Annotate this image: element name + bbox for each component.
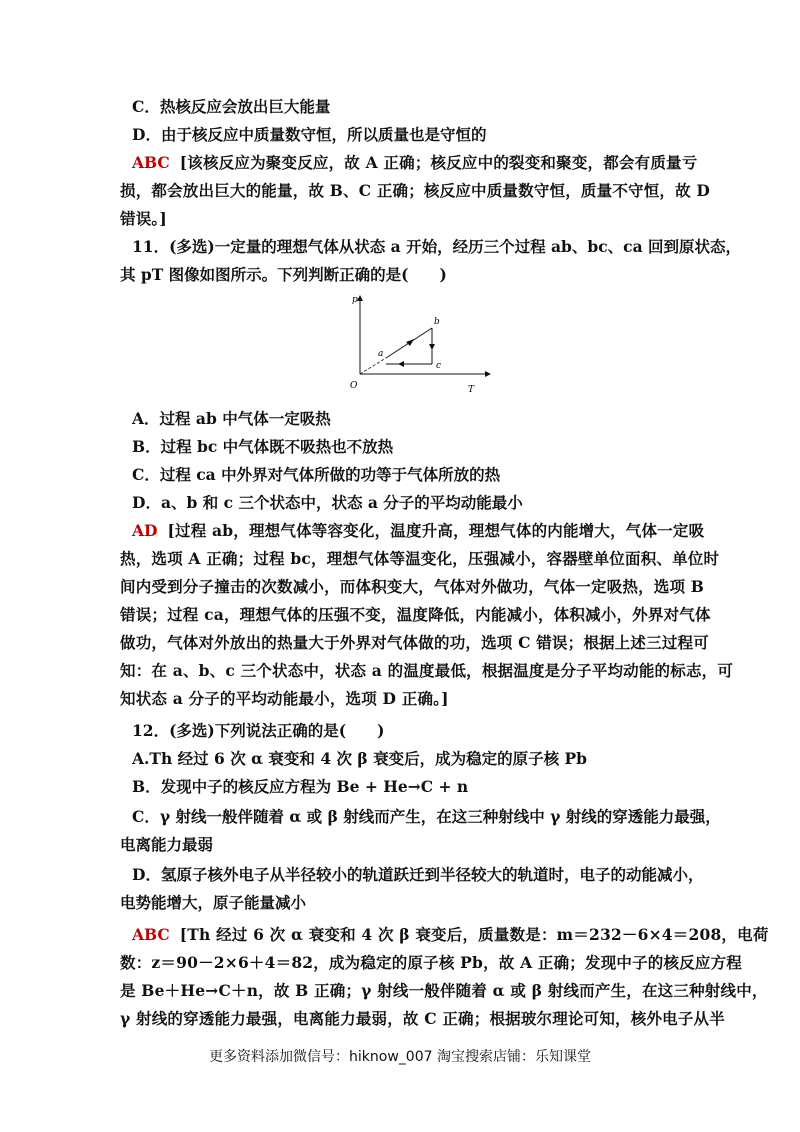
option-c-q12-line2: 电离能力最弱 bbox=[120, 835, 214, 854]
arrow-bc-icon bbox=[429, 344, 435, 350]
explanation-q12-line4: γ 射线的穿透能力最强，电离能力最弱，故 C 正确；根据玻尔理论可知，核外电子从半 bbox=[120, 1009, 725, 1028]
explanation-q12-line2: 数：z＝90－2×6＋4＝82，成为稳定的原子核 Pb，故 A 正确；发现中子的核反应方程 bbox=[120, 953, 742, 972]
footer-note: 更多资料添加微信号：hiknow_007 淘宝搜索店铺：乐知课堂 bbox=[209, 1049, 591, 1065]
arrow-ca-icon bbox=[398, 361, 404, 367]
explanation-q12-line3: 是 Be＋He→C＋n，故 B 正确；γ 射线一般伴随着 α 或 β 射线而产生，在这三种射线中， bbox=[120, 981, 768, 1000]
explanation-q10-line3: 错误。] bbox=[120, 209, 167, 228]
explanation-q11-line5: 做功，气体对外放出的热量大于外界对气体做的功，选项 C 错误；根据上述三过程可 bbox=[120, 633, 709, 652]
explanation-text: [该核反应为聚变反应，故 A 正确；核反应中的裂变和聚变，都会有质量亏 bbox=[179, 153, 698, 172]
option-a-q12: A.Th 经过 6 次 α 衰变和 4 次 β 衰变后，成为稳定的原子核 Pb bbox=[132, 749, 587, 768]
origin-label: O bbox=[350, 381, 358, 391]
answer-q12: ABC bbox=[132, 925, 170, 944]
option-c-q11: C．过程 ca 中外界对气体所做的功等于气体所放的热 bbox=[132, 465, 501, 484]
answer-q11: AD bbox=[132, 521, 158, 540]
option-b-q11: B．过程 bc 中气体既不吸热也不放热 bbox=[132, 437, 394, 456]
explanation-q11-line2: 热，选项 A 正确；过程 bc，理想气体等温变化，压强减小，容器壁单位面积、单位时 bbox=[120, 549, 720, 568]
point-c-label: c bbox=[436, 361, 442, 371]
arrow-ab-icon bbox=[406, 339, 414, 346]
dashed-extension bbox=[360, 358, 386, 374]
explanation-q11-line7: 知状态 a 分子的平均动能最小，选项 D 正确。] bbox=[120, 689, 449, 708]
option-a-q11: A．过程 ab 中气体一定吸热 bbox=[132, 409, 331, 428]
option-b-q12: B．发现中子的核反应方程为 Be + He→C + n bbox=[132, 777, 469, 796]
p-axis-label: p bbox=[352, 295, 358, 305]
question-11-stem-line2: 其 pT 图像如图所示。下列判断正确的是( ) bbox=[120, 265, 447, 284]
point-a-label: a bbox=[378, 349, 384, 359]
option-d-q10: D．由于核反应中质量数守恒，所以质量也是守恒的 bbox=[132, 125, 487, 144]
option-c-q10: C．热核反应会放出巨大能量 bbox=[132, 97, 331, 116]
explanation-q11-line3: 间内受到分子撞击的次数减小，而体积变大，气体对外做功，气体一定吸热，选项 B bbox=[120, 577, 705, 596]
t-axis-label: T bbox=[468, 385, 475, 395]
explanation-q12-line1 bbox=[132, 924, 769, 946]
explanation-text: [过程 ab，理想气体等容变化，温度升高，理想气体的内能增大，气体一定吸 bbox=[167, 521, 705, 540]
option-c-q12-line1: C．γ 射线一般伴随着 α 或 β 射线而产生，在这三种射线中 γ 射线的穿透能力最强， bbox=[132, 807, 721, 826]
point-b-label: b bbox=[434, 317, 440, 327]
explanation-q11-line4: 错误；过程 ca，理想气体的压强不变，温度降低，内能减小，体积减小，外界对气体 bbox=[120, 605, 711, 624]
explanation-q11-line6: 知：在 a、b、c 三个状态中，状态 a 的温度最低，根据温度是分子平均动能的标志，可 bbox=[120, 661, 734, 680]
explanation-q10-line1 bbox=[132, 152, 732, 174]
explanation-q10-line2: 损，都会放出巨大的能量，故 B、C 正确；核反应中质量数守恒，质量不守恒，故 D bbox=[120, 181, 711, 200]
explanation-q11-line1 bbox=[132, 520, 732, 542]
explanation-text: [Th 经过 6 次 α 衰变和 4 次 β 衰变后，质量数是：m＝232－6×4＝208，电荷 bbox=[179, 925, 769, 944]
option-d-q12-line2: 电势能增大，原子能量减小 bbox=[120, 893, 307, 912]
pt-diagram bbox=[342, 292, 492, 402]
option-d-q12-line1: D．氢原子核外电子从半径较小的轨道跃迁到半径较大的轨道时，电子的动能减小， bbox=[132, 865, 704, 884]
answer-q10: ABC bbox=[132, 153, 170, 172]
question-12-stem: 12．(多选)下列说法正确的是( ) bbox=[132, 721, 385, 740]
question-11-stem-line1: 11．(多选)一定量的理想气体从状态 a 开始，经历三个过程 ab、bc、ca 回到原状态， bbox=[132, 237, 742, 256]
option-d-q11: D．a、b 和 c 三个状态中，状态 a 分子的平均动能最小 bbox=[132, 493, 523, 512]
